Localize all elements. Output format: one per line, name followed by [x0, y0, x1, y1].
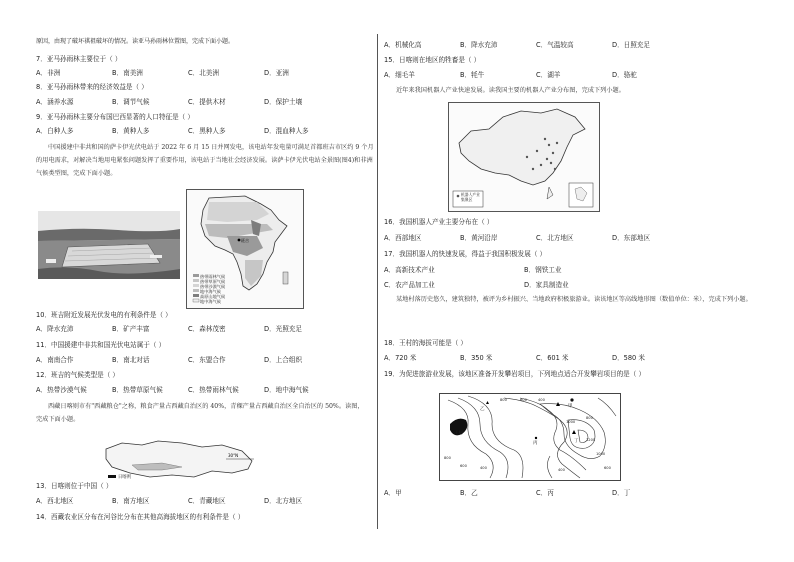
q11-option-c[interactable]: C．东盟合作: [188, 356, 226, 364]
q17-option-d[interactable]: D．家具制造业: [524, 281, 569, 289]
legend-item: 高原山地气候: [200, 294, 226, 299]
intro-line: 原因，由现了破坏祺祖破坏的情况。读亚马孙雨林位置图，完成下面小题。: [36, 38, 235, 45]
q7-option-c[interactable]: C．北美洲: [188, 69, 219, 77]
contour-point-bing: 丙: [533, 441, 538, 446]
question-15: 15．日喀则在地区的牲畜是（ ）: [384, 56, 481, 64]
q19-option-a[interactable]: A．甲: [384, 489, 402, 497]
kenya-paragraph: 中国援建中非共和国的萨卡伊光伏电站于 2022 年 6 月 15 日并网发电，该电站年发电量可满足首都班吉市区约 9 个月的用电需求，对解决当地用电紧张问题发挥了重要作用，该电站于当地社会经济发展。读萨卡伊光伏电站全景图(图4)和非洲气候类型图，完成下面小题。: [36, 144, 374, 177]
legend-item: 热带雨林气候: [200, 274, 226, 279]
contour-value: 400: [538, 398, 545, 402]
left-column: [36, 0, 376, 562]
question-8: 8．亚马孙雨林带来的经济效益是（ ）: [36, 83, 148, 91]
legend-item: 热带草原气候: [200, 279, 226, 284]
q17-option-b[interactable]: B．钢铁工业: [524, 266, 562, 274]
q15-option-c[interactable]: C．湖羊: [536, 71, 561, 79]
contour-value: 600: [604, 466, 611, 470]
contour-value: 400: [558, 468, 565, 472]
contour-value: 1000: [596, 452, 606, 456]
legend-item: 地中海气候: [200, 299, 221, 304]
q12-option-d[interactable]: D．地中海气候: [264, 386, 309, 394]
q17-options-row2: [384, 281, 664, 290]
q11-option-b[interactable]: B．南北对话: [112, 356, 150, 364]
q11-option-a[interactable]: A．南南合作: [36, 356, 74, 364]
q12-option-c[interactable]: C．热带雨林气候: [188, 386, 239, 394]
question-11: 11．中国援建中非共和国光伏电站属于（ ）: [36, 341, 166, 349]
q12-option-a[interactable]: A．热带沙漠气候: [36, 386, 87, 394]
question-10: 10．班吉附近发展光伏发电的有利条件是（ ）: [36, 311, 172, 319]
q16-options: [384, 234, 688, 243]
q10-option-d[interactable]: D．光照充足: [264, 325, 303, 333]
wang-village-label: 王村: [454, 431, 463, 436]
contour-point-yi: 乙: [480, 407, 485, 412]
q15-options: [384, 71, 688, 80]
contour-value: 600: [460, 464, 467, 468]
q9-option-d[interactable]: D．混血种人多: [264, 127, 309, 135]
contour-value: 600: [520, 398, 527, 402]
china-legend: 机器人产业集聚区: [461, 192, 480, 202]
q9-options: [36, 127, 340, 136]
q18-option-a[interactable]: A．720 米: [384, 354, 417, 362]
tibet-legend-tag: 日喀则: [118, 475, 132, 480]
q19-option-d[interactable]: D．丁: [612, 489, 631, 497]
q8-option-c[interactable]: C．提供木材: [188, 98, 226, 106]
contour-map: [439, 393, 621, 481]
contour-value: 800: [444, 456, 451, 460]
contour-value: 800: [586, 416, 593, 420]
q18-options: [384, 354, 688, 363]
robot-paragraph: 近年来我国机器人产业快速发展。读我国主要的机器人产业分布图，完成下列小题。: [396, 87, 625, 94]
question-12: 12．班吉的气候类型是（ ）: [36, 371, 120, 379]
q19-option-b[interactable]: B．乙: [460, 489, 478, 497]
q18-option-c[interactable]: C．601 米: [536, 354, 569, 362]
q8-option-a[interactable]: A．涵养水源: [36, 98, 74, 106]
q11-option-d[interactable]: D．上合组织: [264, 356, 303, 364]
q10-option-a[interactable]: A．降水充沛: [36, 325, 74, 333]
question-14: 14．西藏农业区分布在河谷比分布在其他高海拔地区的有利条件是（ ）: [36, 513, 245, 521]
q9-option-c[interactable]: C．黑种人多: [188, 127, 226, 135]
q16-option-c[interactable]: C．北方地区: [536, 234, 574, 242]
q15-option-b[interactable]: B．牦牛: [460, 71, 485, 79]
q13-option-d[interactable]: D．北方地区: [264, 497, 303, 505]
q14-option-c[interactable]: C．气温较高: [536, 41, 574, 49]
q10-options: [36, 325, 340, 334]
q13-option-a[interactable]: A．西北地区: [36, 497, 74, 505]
q18-option-b[interactable]: B．350 米: [460, 354, 493, 362]
contour-value: 800: [500, 398, 507, 402]
question-19: 19．为促进旅游业发展，该地区准备开发攀岩项目，下列地点适合开发攀岩项目的是（ ）: [384, 370, 646, 378]
contour-point-jia: 甲: [568, 404, 573, 409]
q17-option-c[interactable]: C．农产品加工业: [384, 281, 435, 289]
column-divider: [377, 34, 378, 529]
q14-option-a[interactable]: A．机械化高: [384, 41, 422, 49]
solar-plant-photo: [38, 211, 180, 279]
right-column: [384, 0, 762, 562]
q19-options: [384, 489, 688, 498]
q16-option-d[interactable]: D．东部地区: [612, 234, 651, 242]
tibet-paragraph: 西藏日喀则市有"西藏粮仓"之称，粮食产量占西藏自治区的 40%，青稞产量占西藏自治区全自治区的 50%。读图，完成下面小题。: [36, 403, 364, 423]
q9-option-a[interactable]: A．白种人多: [36, 127, 74, 135]
china-robot-map: [448, 102, 600, 212]
q8-option-d[interactable]: D．保护土壤: [264, 98, 303, 106]
q14-options: [384, 41, 688, 50]
village-paragraph: 某地村落历史悠久，建筑独特，被评为乡村振兴、当地政府积极旅游业。读该地区等高线地形图（数值单位：米），完成下列小题。: [396, 296, 752, 303]
bangui-label: 班吉: [241, 238, 249, 243]
q15-option-a[interactable]: A．细毛羊: [384, 71, 415, 79]
q12-options: [36, 386, 340, 395]
q15-option-d[interactable]: D．骆驼: [612, 71, 637, 79]
q8-options: [36, 98, 340, 107]
question-18: 18．王村的海拔可能是（ ）: [384, 339, 468, 347]
question-9: 9．亚马孙雨林主要分布国巴西显著的人口特征是（ ）: [36, 113, 194, 121]
question-17: 17．我国机器人的快速发展，得益于我国积极发展（ ）: [384, 250, 547, 258]
q10-option-b[interactable]: B．矿产丰富: [112, 325, 150, 333]
legend-item: 热带沙漠气候: [200, 284, 226, 289]
q7-options: [36, 69, 340, 78]
question-13: 13．日喀则位于中国（ ）: [36, 482, 113, 490]
question-7: 7．亚马孙雨林主要位于（ ）: [36, 55, 122, 63]
svg-text:30°N: 30°N: [228, 453, 239, 458]
q17-option-a[interactable]: A．高新技术产业: [384, 266, 435, 274]
q13-option-c[interactable]: C．青藏地区: [188, 497, 226, 505]
tibet-map: [102, 437, 262, 481]
q16-option-b[interactable]: B．黄河沿岸: [460, 234, 498, 242]
africa-climate-map: [186, 189, 304, 309]
contour-point-ding: 丁: [574, 439, 579, 444]
q16-option-a[interactable]: A．西部地区: [384, 234, 422, 242]
q13-option-b[interactable]: B．南方地区: [112, 497, 150, 505]
q7-option-a[interactable]: A．非洲: [36, 69, 61, 77]
question-16: 16．我国机器人产业主要分布在（ ）: [384, 218, 494, 226]
q7-option-b[interactable]: B．南美洲: [112, 69, 143, 77]
q18-option-d[interactable]: D．580 米: [612, 354, 645, 362]
q14-option-d[interactable]: D．日照充足: [612, 41, 651, 49]
q17-options-row1: [384, 266, 664, 275]
q13-options: [36, 497, 340, 506]
q10-option-c[interactable]: C．森林茂密: [188, 325, 226, 333]
q9-option-b[interactable]: B．黄种人多: [112, 127, 150, 135]
q12-option-b[interactable]: B．热带草原气候: [112, 386, 163, 394]
legend-item: 地中海气候: [200, 289, 221, 294]
q14-option-b[interactable]: B．降水充沛: [460, 41, 498, 49]
contour-value: 1200: [586, 438, 596, 442]
q19-option-c[interactable]: C．丙: [536, 489, 554, 497]
q7-option-d[interactable]: D．亚洲: [264, 69, 289, 77]
q11-options: [36, 356, 340, 365]
africa-legend: [200, 274, 225, 304]
contour-value: 400: [480, 466, 487, 470]
contour-value: 1000: [566, 420, 576, 424]
q8-option-b[interactable]: B．调节气候: [112, 98, 150, 106]
